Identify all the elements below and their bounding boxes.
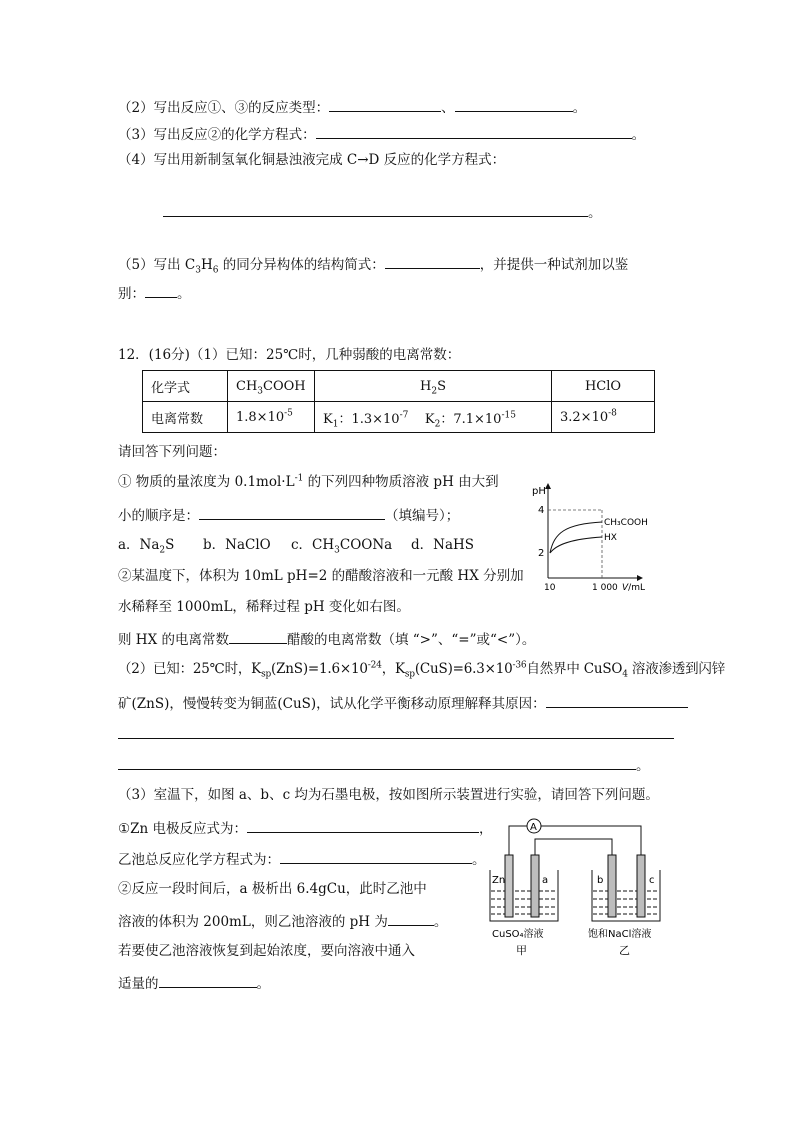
q12-part3-2a: ②反应一段时间后，a 极析出 6.4gCu，此时乙池中: [118, 881, 427, 897]
q12-1-1-cont: 小的顺序是： （填编号）；: [118, 505, 459, 525]
q11-part4-answer: 。: [163, 202, 602, 222]
answer-blank[interactable]: [546, 693, 688, 708]
answer-blank[interactable]: [455, 97, 573, 112]
answer-blank[interactable]: [388, 911, 434, 926]
option-b: b．NaClO: [203, 537, 271, 553]
q12-part3-1b: 乙池总反应化学方程式为： 。: [118, 849, 486, 869]
ph-dilution-graph: [530, 478, 670, 598]
q12-heading: 12．(16分)（1）已知：25℃时，几种弱酸的电离常数：: [118, 347, 461, 363]
table-cell: 化学式: [143, 371, 228, 402]
electrode-label: c: [649, 875, 655, 886]
q11-part4: （4）写出用新制氢氧化铜悬浊液完成 C→D 反应的化学方程式：: [118, 152, 506, 168]
q12-1-2-ask: 则 HX 的电离常数 醋酸的电离常数（填 “>”、“=”或“<”）。: [118, 629, 535, 649]
x-axis-label: V/mL: [622, 583, 645, 593]
q12-part3-2d: 适量的 。: [118, 973, 270, 993]
electrolysis-apparatus: [478, 815, 678, 965]
answer-blank[interactable]: [247, 818, 479, 833]
answer-blank[interactable]: [385, 254, 480, 269]
solution-label: CuSO₄溶液: [492, 929, 544, 940]
table-row: [143, 371, 655, 402]
table-cell: $CH_3COOH$: [228, 371, 315, 402]
wire: [509, 826, 527, 855]
answer-line: 。: [118, 755, 650, 775]
cell-label: 乙: [619, 944, 630, 957]
series-label: CH₃COOH: [604, 518, 648, 528]
q12-options: [118, 536, 474, 554]
y-tick-label: 4: [538, 505, 545, 516]
q12-1-2: ②某温度下，体积为 10mL pH=2 的醋酸溶液和一元酸 HX 分别加: [118, 568, 524, 584]
answer-blank[interactable]: [316, 124, 632, 139]
q11-part5: （5）写出 $C_3H_6$ 的同分异构体的结构简式： ，并提供一种试剂加以鉴: [118, 254, 628, 274]
q12-part3-1a: ①Zn 电极反应式为： ，: [118, 818, 492, 838]
q12-part2: （2）已知：25℃时，$K_{sp}(ZnS)=1.6\times 10^{-24}$，$K_{sp}(CuS)=6.3\times 10^{-36}$自然界中 CuSO$_4$ 溶液渗透到闪锌: [118, 660, 726, 680]
wire: [535, 839, 612, 855]
electrode-b: [608, 855, 616, 917]
table-row: [143, 402, 655, 433]
q12-part2-cont: 矿(ZnS)，慢慢转变为铜蓝(CuS)，试从化学平衡移动原理解释其原因：: [118, 693, 688, 713]
ionization-constant-table: [142, 370, 655, 433]
answer-blank[interactable]: [229, 629, 287, 644]
electrode-label: b: [597, 875, 604, 886]
series-label: HX: [604, 533, 617, 543]
solution-label: 饱和NaCl溶液: [588, 929, 652, 940]
q11-part5-cont: 别： 。: [118, 283, 191, 303]
answer-blank[interactable]: [329, 97, 441, 112]
wire: [541, 826, 641, 855]
q12-1-1: ① 物质的量浓度为 $0.1mol\cdot L^{-1}$ 的下列四种物质溶液 pH 由大到: [118, 473, 499, 490]
answer-blank[interactable]: [159, 973, 257, 988]
q12-part3-2c: 若要使乙池溶液恢复到起始浓度，要向溶液中通入: [118, 943, 415, 959]
option-d: d．NaHS: [411, 537, 475, 553]
x-tick-label: 10: [544, 583, 556, 593]
zn-electrode: [505, 855, 513, 917]
electrode-a: [531, 855, 539, 917]
table-cell: HClO: [552, 371, 655, 402]
electrode-c: [637, 855, 645, 917]
answer-blank[interactable]: [118, 724, 674, 739]
table-cell: $3.2\times 10^{-8}$: [552, 402, 655, 433]
option-c: c．$CH_3COONa$: [291, 537, 393, 556]
q12-part3: （3）室温下，如图 a、b、c 均为石墨电极，按如图所示装置进行实验，请回答下列问题。: [118, 787, 659, 803]
x-tick-label: 1 000: [592, 583, 618, 593]
answer-blank[interactable]: [163, 202, 588, 217]
q12-part3-2b: 溶液的体积为 200mL，则乙池溶液的 pH 为 。: [118, 911, 447, 931]
answer-blank[interactable]: [118, 755, 636, 770]
ammeter-label: A: [530, 822, 537, 833]
y-axis-label: pH: [532, 486, 546, 497]
electrode-label: Zn: [492, 875, 506, 886]
option-a: a．$Na_2S$: [118, 537, 175, 556]
electrode-label: a: [542, 875, 549, 886]
answer-blank[interactable]: [280, 849, 472, 864]
cell-label: 甲: [516, 944, 527, 957]
table-cell: 电离常数: [143, 402, 228, 433]
answer-line: [118, 724, 674, 744]
answer-blank[interactable]: [199, 505, 385, 520]
q12-1-2-cont: 水稀释至 1000mL，稀释过程 pH 变化如右图。: [118, 599, 410, 615]
table-cell: $H_2S$: [315, 371, 552, 402]
q11-part2: （2）写出反应①、③的反应类型： 、 。: [118, 97, 586, 117]
series-hx-line: [550, 537, 602, 553]
table-cell: $1.8\times 10^{-5}$: [228, 402, 315, 433]
y-tick-label: 2: [538, 548, 545, 559]
answer-prompt: 请回答下列问题：: [118, 444, 226, 460]
table-cell: $K_1$：$1.3\times 10^{-7}$ $K_2$：$7.1\times 10^{-15}$: [315, 402, 552, 433]
q11-part3: （3）写出反应②的化学方程式： 。: [118, 124, 645, 144]
answer-blank[interactable]: [145, 283, 177, 298]
